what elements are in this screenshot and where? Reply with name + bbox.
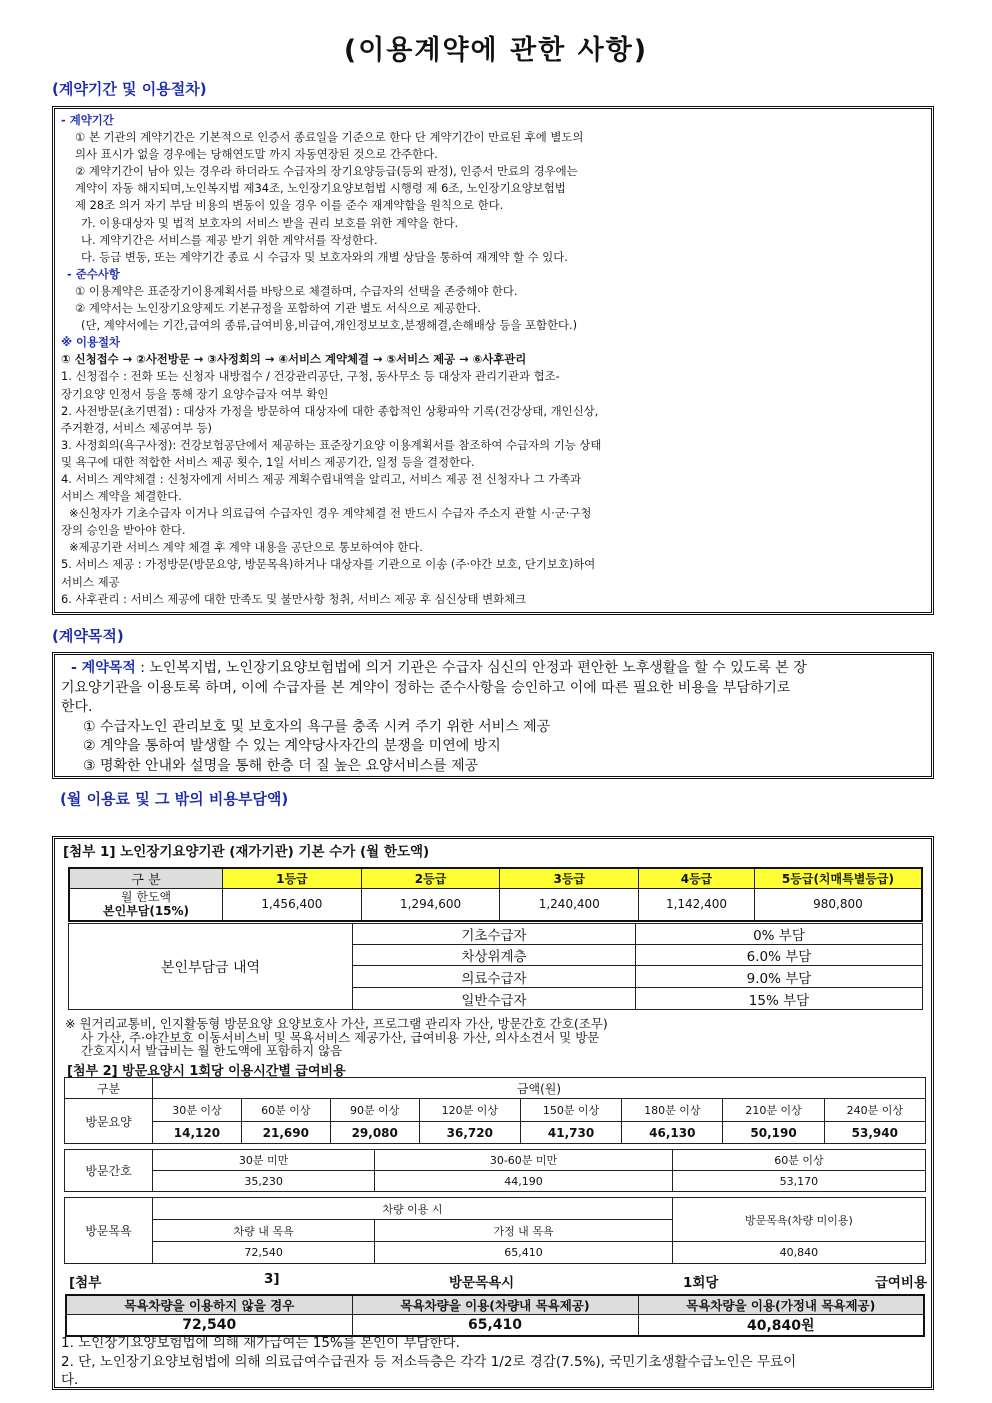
limit-amount: 1,240,400 <box>500 889 639 921</box>
page-title: (이용계약에 관한 사항) <box>343 35 649 66</box>
section-heading-purpose: (계약목적) <box>52 627 124 645</box>
bath-in-car-header: 차량 내 목욕 <box>153 1220 375 1242</box>
procedure-line: 서비스 계약을 체결한다. <box>61 489 182 504</box>
bath-amount: 65,410 <box>375 1242 673 1264</box>
nurse-amount: 35,230 <box>153 1171 375 1192</box>
procedure-line: 장의 승인을 받아야 한다. <box>61 523 186 538</box>
procedure-line: 장기요양 인정서 등을 통해 장기 요양수급자 여부 확인 <box>61 386 329 401</box>
purpose-label: - 계약목적 <box>71 660 136 676</box>
footnote-line: 다. <box>61 1372 79 1388</box>
footnote-line: 2. 단, 노인장기요양보험법에 의해 의료급여수급권자 등 저소득층은 각각 1/2로 경감(7.5%), 국민기초생활수급노인은 무료이 <box>61 1354 797 1370</box>
t3-header: 목욕차량을 이용(가정내 목욕제공) <box>638 1295 924 1315</box>
care-time: 240분 이상 <box>824 1099 925 1122</box>
limit-amount: 1,142,400 <box>639 889 755 921</box>
bath-no-car-header: 방문목욕(차량 미이용) <box>672 1198 925 1242</box>
grade-cell: 3등급 <box>500 868 639 889</box>
note-line: ※ 원거리교통비, 인지활동형 방문요양 요양보호사 가산, 프로그램 관리자 가산, 방문간호 간호(조무) <box>65 1016 608 1031</box>
care-time: 120분 이상 <box>419 1099 520 1122</box>
t3-value: 40,840원 <box>638 1315 924 1337</box>
care-amount: 14,120 <box>153 1122 242 1144</box>
attachment-1-title: [첨부 1] 노인장기요양기관 (재가기관) 기본 수가 (월 한도액) <box>63 844 430 860</box>
purpose-item: ① 수급자노인 관리보호 및 보호자의 욕구를 충족 시켜 주기 위한 서비스 제공 <box>83 718 551 735</box>
care-time: 90분 이상 <box>330 1099 419 1122</box>
care-amount: 36,720 <box>419 1122 520 1144</box>
burden-type: 일반수급자 <box>353 988 636 1010</box>
visit-fee-table <box>64 1077 926 1264</box>
attachment-3-title: [첨부 3] 방문목욕시 1회당 급여비용 <box>69 1271 927 1291</box>
bath-home-header: 가정 내 목욕 <box>375 1220 673 1242</box>
burden-type: 기초수급자 <box>353 924 636 945</box>
purpose-item: ② 계약을 통하여 발생할 수 있는 계약당사자간의 분쟁을 미연에 방지 <box>83 738 501 754</box>
procedure-line: 2. 사전방문(초기면접) : 대상자 가정을 방문하여 대상자에 대한 종합적인 상황파악 기록(건강상태, 개인신상, <box>61 403 599 418</box>
purpose-line: 기요양기관을 이용토록 하며, 이에 수급자를 본 계약이 정하는 준수사항을 승인하고 이에 따른 필요한 비용을 부담하기로 <box>61 679 791 696</box>
attachment-2-title: [첨부 2] 방문요양시 1회당 이용시간별 급여비용 <box>67 1064 346 1079</box>
care-amount: 50,190 <box>723 1122 824 1144</box>
t3-value: 72,540 <box>66 1315 352 1337</box>
procedure-flow: ① 신청접수 → ②사전방문 → ③사정회의 → ④서비스 계약체결 → ⑤서비스 제공 → ⑥사후관리 <box>61 352 527 367</box>
bath-vehicle-header: 차량 이용 시 <box>153 1198 673 1220</box>
care-amount: 46,130 <box>622 1122 723 1144</box>
care-time: 30분 이상 <box>153 1099 242 1122</box>
limit-row-label: 월 한도액 본인부담(15%) <box>69 889 223 921</box>
care-time: 150분 이상 <box>520 1099 621 1122</box>
period-line: ① 본 기관의 계약기간은 기본적으로 인증서 종료일을 기준으로 한다 단 계약기간이 만료된 후에 별도의 <box>75 130 584 145</box>
rules-line: ① 이용계약은 표준장기이용계획서를 바탕으로 체결하며, 수급자의 선택을 존중해야 한다. <box>75 283 518 298</box>
procedure-line: 6. 사후관리 : 서비스 제공에 대한 만족도 및 불만사항 청취, 서비스 제공 후 심신상태 변화체크 <box>61 591 527 605</box>
care-label: 방문요양 <box>65 1099 153 1144</box>
period-line: 계약이 자동 해지되며,노인복지법 제34조, 노인장기요양보험법 시행령 제 6조, 노인장기요양보험법 <box>75 181 566 196</box>
rules-line: ② 계약서는 노인장기요양제도 기본규정을 포함하여 기관 별도 서식으로 제공한다. <box>75 301 481 316</box>
nurse-amount: 44,190 <box>375 1171 673 1192</box>
note-block <box>65 1017 925 1058</box>
procedure-line: ※신청자가 기초수급자 이거나 의료급여 수급자인 경우 계약체결 전 반드시 수급자 주소지 관할 시·군·구청 <box>69 506 592 521</box>
period-procedure-box <box>52 106 934 615</box>
care-time: 180분 이상 <box>622 1099 723 1122</box>
period-heading: - 계약기간 <box>61 113 114 127</box>
nurse-time: 30분 미만 <box>153 1150 375 1171</box>
t2-header-amount: 금액(원) <box>153 1078 926 1099</box>
section-heading-period: (계약기간 및 이용절차) <box>52 80 207 98</box>
period-line: 나. 계약기간은 서비스를 제공 받기 위한 계약서를 작성한다. <box>81 232 378 247</box>
t2-header-category: 구분 <box>65 1078 153 1099</box>
fees-box <box>52 836 934 1390</box>
burden-label: 본인부담금 내역 <box>69 924 353 1010</box>
procedure-heading: ※ 이용절차 <box>61 335 121 350</box>
nurse-amount: 53,170 <box>672 1171 925 1192</box>
burden-rate: 15% 부담 <box>636 988 923 1010</box>
grade-cell: 5등급(치매특별등급) <box>754 868 922 889</box>
period-line: 가. 이용대상자 및 법적 보호자의 서비스 받을 권리 보호를 위한 계약을 한다. <box>81 215 459 230</box>
burden-rate: 0% 부담 <box>636 924 923 945</box>
burden-type: 차상위계층 <box>353 945 636 966</box>
burden-rate: 6.0% 부담 <box>636 945 923 966</box>
note-line: 사 가산, 주·야간보호 이동서비스비 및 목욕서비스 제공가산, 급여비용 가산, 의사소견서 및 방문 <box>65 1029 600 1045</box>
t3-header: 목욕차량을 이용하지 않을 경우 <box>66 1295 352 1315</box>
footnotes <box>61 1334 931 1389</box>
bath-label: 방문목욕 <box>65 1198 153 1264</box>
grade-header: 구 분 <box>69 868 223 889</box>
bath-fee-table <box>65 1294 925 1337</box>
care-time: 60분 이상 <box>241 1099 330 1122</box>
nurse-time: 60분 이상 <box>672 1150 925 1171</box>
t3-value: 65,410 <box>352 1315 638 1337</box>
care-amount: 41,730 <box>520 1122 621 1144</box>
nurse-label: 방문간호 <box>65 1150 153 1192</box>
limit-amount: 980,800 <box>754 889 922 921</box>
burden-rate: 9.0% 부담 <box>636 966 923 988</box>
purpose-item: ③ 명확한 안내와 설명을 통해 한층 더 질 높은 요양서비스를 제공 <box>83 757 479 774</box>
grade-cell: 1등급 <box>223 868 362 889</box>
procedure-line: 1. 신청접수 : 전화 또는 신청자 내방접수 / 건강관리공단, 구청, 동사무소 등 대상자 관리기관과 협조- <box>61 369 560 384</box>
nurse-time: 30-60분 미만 <box>375 1150 673 1171</box>
purpose-box <box>52 652 934 779</box>
procedure-line: 5. 서비스 제공 : 가정방문(방문요양, 방문목욕)하거나 대상자를 기관으로 이송 (주·야간 보호, 단기보호)하여 <box>61 557 596 572</box>
t3-header: 목욕차량을 이용(차량내 목욕제공) <box>352 1295 638 1315</box>
procedure-line: ※제공기관 서비스 계약 체결 후 계약 내용을 공단으로 통보하여야 한다. <box>69 540 423 555</box>
rules-line: (단, 계약서에는 기간,급여의 종류,급여비용,비급여,개인정보보호,분쟁해결,손해배상 등을 포함한다.) <box>81 318 578 333</box>
procedure-line: 및 욕구에 대한 적합한 서비스 제공 횟수, 1일 서비스 제공기간, 일정 등을 결정한다. <box>61 454 475 469</box>
note-line: 간호지시서 발급비는 월 한도액에 포함하지 않음 <box>65 1043 343 1058</box>
period-line: 다. 등급 변동, 또는 계약기간 종료 시 수급자 및 보호자와의 개별 상담을 통하여 재계약 할 수 있다. <box>81 249 568 264</box>
care-amount: 29,080 <box>330 1122 419 1144</box>
monthly-limit-table <box>68 867 923 922</box>
limit-amount: 1,456,400 <box>223 889 362 921</box>
procedure-line: 4. 서비스 계약체결 : 신청자에게 서비스 제공 계획수립내역을 알리고, 서비스 제공 전 신청자나 그 가족과 <box>61 471 582 486</box>
rules-heading: - 준수사항 <box>67 266 120 281</box>
care-time: 210분 이상 <box>723 1099 824 1122</box>
section-heading-fees: (월 이용료 및 그 밖의 비용부담액) <box>60 790 289 808</box>
period-line: 의사 표시가 없을 경우에는 당해연도말 까지 자동연장된 것으로 간주한다. <box>75 147 438 162</box>
footnote-line: 1. 노인장기요양보험법에 의해 재가급여는 15%를 본인이 부담한다. <box>61 1335 460 1351</box>
care-amount: 21,690 <box>241 1122 330 1144</box>
purpose-text: : 노인복지법, 노인장기요양보험법에 의거 기관은 수급자 심신의 안정과 편안한 노후생활을 할 수 있도록 본 장 <box>135 660 807 676</box>
limit-amount: 1,294,600 <box>361 889 500 921</box>
procedure-line: 3. 사정회의(욕구사정): 건강보험공단에서 제공하는 표준장기요양 이용계획서를 참조하여 수급자의 기능 상태 <box>61 437 602 452</box>
period-line: 제 28조 의거 자기 부담 비용의 변동이 있을 경우 이를 준수 재계약함을 원칙으로 한다. <box>75 198 504 213</box>
burden-type: 의료수급자 <box>353 966 636 988</box>
purpose-line: 한다. <box>61 699 93 715</box>
grade-cell: 4등급 <box>639 868 755 889</box>
burden-table <box>68 923 923 1010</box>
grade-cell: 2등급 <box>361 868 500 889</box>
care-amount: 53,940 <box>824 1122 925 1144</box>
procedure-line: 서비스 제공 <box>61 574 120 589</box>
bath-amount: 40,840 <box>672 1242 925 1264</box>
period-line: ② 계약기간이 남아 있는 경우라 하더라도 수급자의 장기요양등급(등외 판정), 인증서 만료의 경우에는 <box>75 164 578 179</box>
procedure-line: 주거환경, 서비스 제공여부 등) <box>61 420 212 435</box>
bath-amount: 72,540 <box>153 1242 375 1264</box>
